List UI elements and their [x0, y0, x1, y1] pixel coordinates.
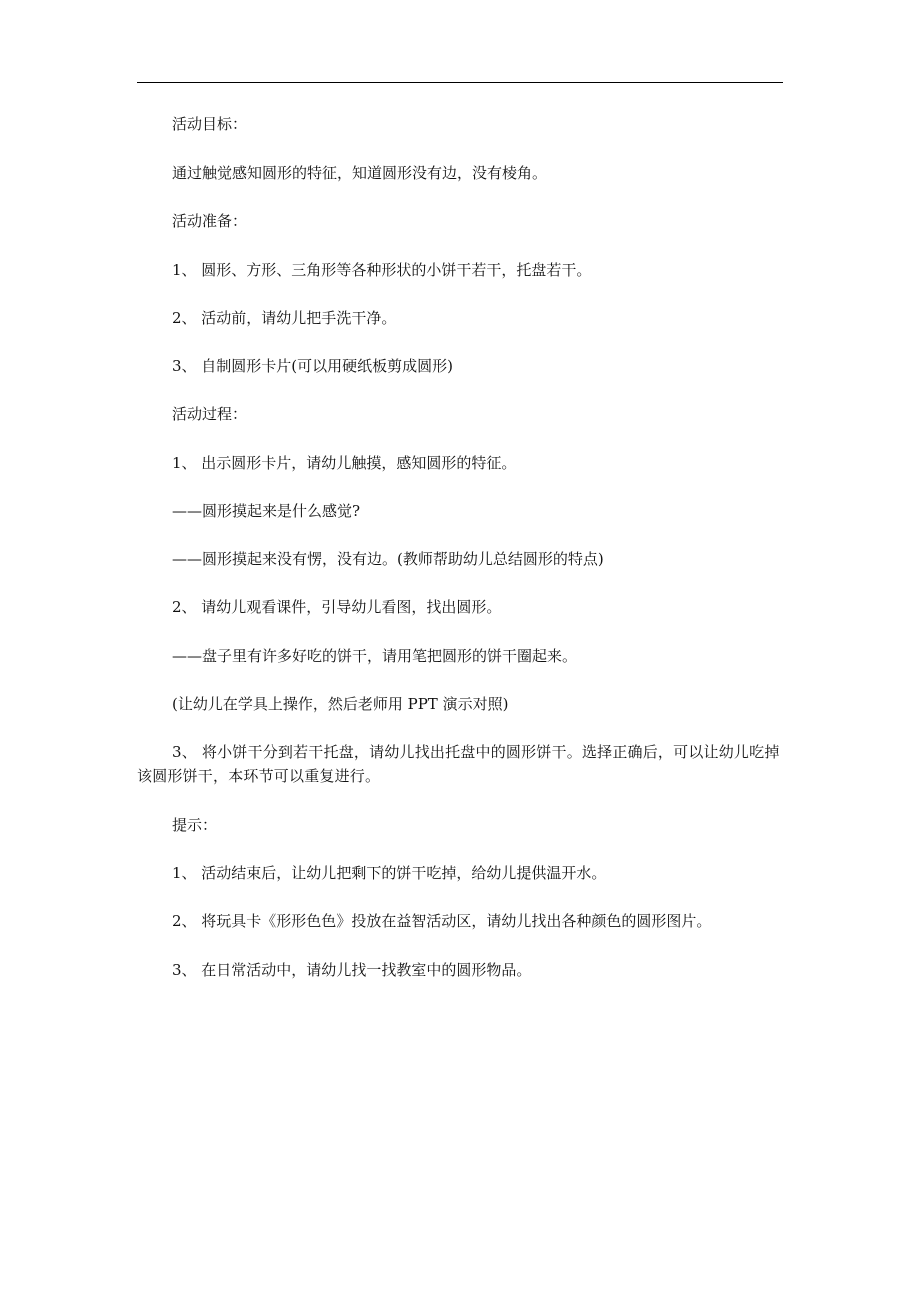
process-item-1-answer: ——圆形摸起来没有愣，没有边。(教师帮助幼儿总结圆形的特点) — [172, 550, 604, 568]
process-item-3: 3、 将小饼干分到若干托盘，请幼儿找出托盘中的圆形饼干。选择正确后，可以让幼儿吃掉该圆形饼干，本环节可以重复进行。 — [137, 743, 780, 785]
tips-item-2: 2、 将玩具卡《形形色色》投放在益智活动区，请幼儿找出各种颜色的圆形图片。 — [172, 912, 712, 930]
process-item-2: 2、 请幼儿观看课件，引导幼儿看图，找出圆形。 — [172, 598, 502, 616]
process-item-2-note: ——盘子里有许多好吃的饼干，请用笔把圆形的饼干圈起来。 — [172, 647, 578, 665]
heading-activity-preparation: 活动准备： — [172, 212, 248, 230]
prep-item-2: 2、 活动前，请幼儿把手洗干净。 — [172, 309, 397, 327]
goal-text: 通过触觉感知圆形的特征，知道圆形没有边，没有棱角。 — [172, 164, 548, 182]
prep-item-3: 3、 自制圆形卡片(可以用硬纸板剪成圆形) — [172, 357, 454, 375]
heading-tips: 提示： — [172, 816, 218, 834]
tips-item-3: 3、 在日常活动中，请幼儿找一找教室中的圆形物品。 — [172, 961, 532, 979]
process-item-1: 1、 出示圆形卡片，请幼儿触摸，感知圆形的特征。 — [172, 454, 517, 472]
heading-activity-process: 活动过程： — [172, 405, 248, 423]
process-item-2-operation: (让幼儿在学具上操作，然后老师用 PPT 演示对照) — [172, 695, 509, 713]
tips-item-1: 1、 活动结束后，让幼儿把剩下的饼干吃掉，给幼儿提供温开水。 — [172, 864, 607, 882]
prep-item-1: 1、 圆形、方形、三角形等各种形状的小饼干若干，托盘若干。 — [172, 261, 592, 279]
heading-activity-goal: 活动目标： — [172, 115, 248, 133]
process-item-1-question: ——圆形摸起来是什么感觉? — [172, 502, 361, 520]
header-rule — [137, 82, 783, 83]
